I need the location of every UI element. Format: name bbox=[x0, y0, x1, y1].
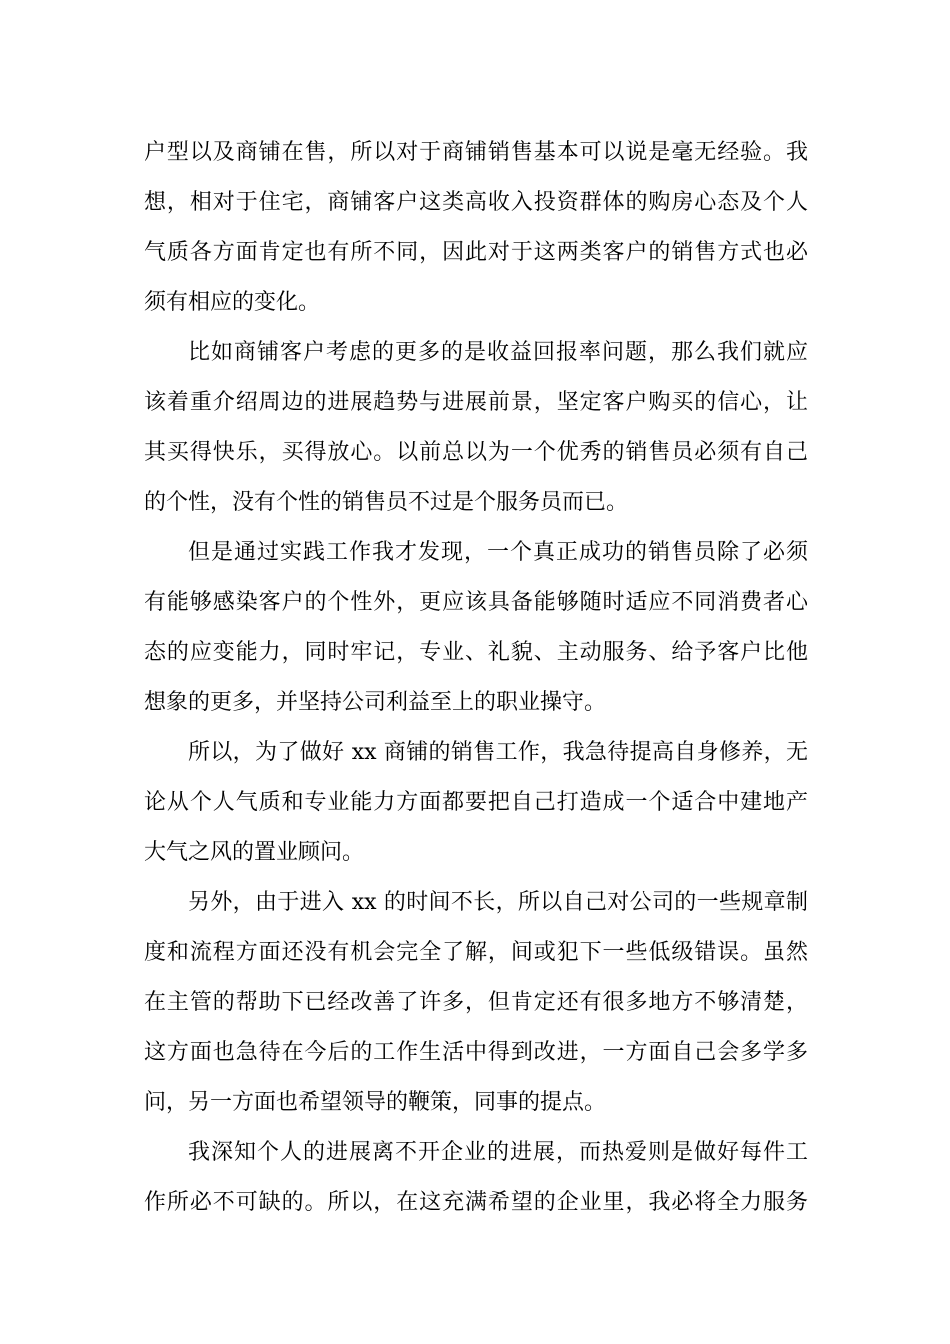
text-line: 的个性，没有个性的销售员不过是个服务员而已。 bbox=[144, 490, 629, 515]
text-line: 在主管的帮助下已经改善了许多，但肯定还有很多地方不够清楚， bbox=[144, 990, 808, 1015]
paragraph-first-line: 我深知个人的进展离不开企业的进展，而热爱则是做好每件工 bbox=[188, 1140, 808, 1165]
text-line: 论从个人气质和专业能力方面都要把自己打造成一个适合中建地产 bbox=[144, 790, 808, 815]
text-line: 该着重介绍周边的进展趋势与进展前景，坚定客户购买的信心，让 bbox=[144, 390, 808, 415]
paragraph-first-line: 所以，为了做好 xx 商铺的销售工作，我急待提高自身修养，无 bbox=[188, 740, 808, 765]
text-line: 度和流程方面还没有机会完全了解，间或犯下一些低级错误。虽然 bbox=[144, 940, 808, 965]
paragraph-first-line: 但是通过实践工作我才发现，一个真正成功的销售员除了必须 bbox=[188, 540, 808, 565]
paragraph-first-line: 比如商铺客户考虑的更多的是收益回报率问题，那么我们就应 bbox=[188, 340, 808, 365]
text-line: 户型以及商铺在售，所以对于商铺销售基本可以说是毫无经验。我 bbox=[144, 140, 808, 165]
text-line: 作所必不可缺的。所以，在这充满希望的企业里，我必将全力服务 bbox=[144, 1190, 808, 1215]
text-line: 其买得快乐，买得放心。以前总以为一个优秀的销售员必须有自己 bbox=[144, 440, 808, 465]
text-line: 气质各方面肯定也有所不同，因此对于这两类客户的销售方式也必 bbox=[144, 240, 808, 265]
text-line: 大气之风的置业顾问。 bbox=[144, 840, 365, 865]
paragraph-first-line: 另外，由于进入 xx 的时间不长，所以自己对公司的一些规章制 bbox=[188, 890, 808, 915]
text-line: 问，另一方面也希望领导的鞭策，同事的提点。 bbox=[144, 1090, 607, 1115]
text-line: 这方面也急待在今后的工作生活中得到改进，一方面自己会多学多 bbox=[144, 1040, 808, 1065]
text-line: 须有相应的变化。 bbox=[144, 290, 321, 315]
text-line: 态的应变能力，同时牢记，专业、礼貌、主动服务、给予客户比他 bbox=[144, 640, 808, 665]
text-line: 有能够感染客户的个性外，更应该具备能够随时适应不同消费者心 bbox=[144, 590, 808, 615]
text-line: 想象的更多，并坚持公司利益至上的职业操守。 bbox=[144, 690, 607, 715]
text-line: 想，相对于住宅，商铺客户这类高收入投资群体的购房心态及个人 bbox=[144, 190, 808, 215]
